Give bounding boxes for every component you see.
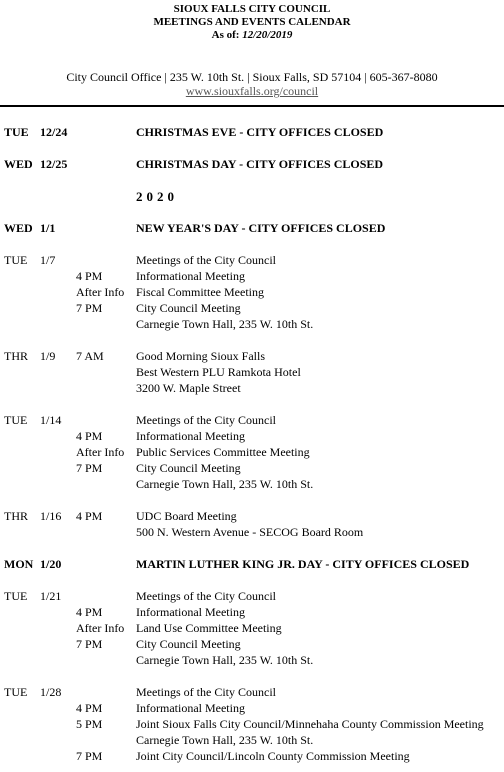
entry-day: THR xyxy=(4,349,28,363)
entry-time: 4 PM xyxy=(76,605,103,619)
entry-time: After Info xyxy=(76,285,125,299)
entry-day: TUE xyxy=(4,685,28,699)
entry-description: Land Use Committee Meeting xyxy=(136,621,282,635)
entry-time: 7 PM xyxy=(76,301,103,315)
entry-description: Carnegie Town Hall, 235 W. 10th St. xyxy=(136,733,314,747)
entry-day: THR xyxy=(4,509,28,523)
entry-description: Carnegie Town Hall, 235 W. 10th St. xyxy=(136,653,314,667)
as-of-date: 12/20/2019 xyxy=(242,29,293,41)
entry-description: City Council Meeting xyxy=(136,637,241,651)
entry-time: 4 PM xyxy=(76,701,103,715)
entry-time: 7 PM xyxy=(76,749,103,763)
entry-time: 7 AM xyxy=(76,349,104,363)
closure-notice: CHRISTMAS EVE - CITY OFFICES CLOSED xyxy=(136,125,384,139)
entry-description: Informational Meeting xyxy=(136,429,245,443)
entry-description: Public Services Committee Meeting xyxy=(136,445,310,459)
entry-date: 12/24 xyxy=(40,125,68,139)
entry-time: 4 PM xyxy=(76,429,103,443)
entry-date: 1/21 xyxy=(40,589,62,603)
entry-date: 12/25 xyxy=(40,157,68,171)
document-header xyxy=(0,3,504,98)
closure-notice: MARTIN LUTHER KING JR. DAY - CITY OFFICES CLOSED xyxy=(136,557,470,571)
entry-description: 3200 W. Maple Street xyxy=(136,381,241,395)
entry-date: 1/9 xyxy=(40,349,56,363)
entry-date: 1/14 xyxy=(40,413,62,427)
entry-date: 1/28 xyxy=(40,685,62,699)
entry-description: Meetings of the City Council xyxy=(136,685,276,699)
entry-day: WED xyxy=(4,221,33,235)
entry-date: 1/7 xyxy=(40,253,56,267)
closure-notice: CHRISTMAS DAY - CITY OFFICES CLOSED xyxy=(136,157,384,171)
entry-description: 500 N. Western Avenue - SECOG Board Room xyxy=(136,525,364,539)
entry-description: Informational Meeting xyxy=(136,605,245,619)
calendar-title: MEETINGS AND EVENTS CALENDAR xyxy=(153,16,351,28)
entry-description: Informational Meeting xyxy=(136,269,245,283)
entry-day: MON xyxy=(4,557,34,571)
entry-time: 7 PM xyxy=(76,637,103,651)
entry-description: Good Morning Sioux Falls xyxy=(136,349,266,363)
entry-description: City Council Meeting xyxy=(136,301,241,315)
entry-day: TUE xyxy=(4,253,28,267)
entry-description: Meetings of the City Council xyxy=(136,253,276,267)
as-of-line xyxy=(0,29,504,42)
entry-description: Carnegie Town Hall, 235 W. 10th St. xyxy=(136,317,314,331)
entry-time: 5 PM xyxy=(76,717,103,731)
org-title: SIOUX FALLS CITY COUNCIL xyxy=(173,3,331,15)
header-divider xyxy=(0,105,504,107)
entry-time: After Info xyxy=(76,445,125,459)
entry-time: 4 PM xyxy=(76,269,103,283)
entry-description: Best Western PLU Ramkota Hotel xyxy=(136,365,301,379)
entry-description: UDC Board Meeting xyxy=(136,509,237,523)
entry-day: TUE xyxy=(4,125,29,139)
entry-description: Meetings of the City Council xyxy=(136,589,276,603)
entry-day: TUE xyxy=(4,413,28,427)
entry-date: 1/20 xyxy=(40,557,62,571)
entry-day: TUE xyxy=(4,589,28,603)
entry-description: Meetings of the City Council xyxy=(136,413,276,427)
as-of-label: As of: xyxy=(211,29,240,41)
year-heading: 2020 xyxy=(136,189,178,204)
closure-notice: NEW YEAR'S DAY - CITY OFFICES CLOSED xyxy=(136,221,386,235)
entry-description: Joint City Council/Lincoln County Commission Meeting xyxy=(136,749,410,763)
entry-day: WED xyxy=(4,157,33,171)
entry-description: Informational Meeting xyxy=(136,701,245,715)
entry-time: After Info xyxy=(76,621,125,635)
contact-line: City Council Office | 235 W. 10th St. | Sioux Falls, SD 57104 | 605-367-8080 xyxy=(66,70,438,84)
entry-description: City Council Meeting xyxy=(136,461,241,475)
entry-description: Fiscal Committee Meeting xyxy=(136,285,264,299)
website-link[interactable]: www.siouxfalls.org/council xyxy=(185,84,319,98)
entry-date: 1/16 xyxy=(40,509,62,523)
entry-description: Joint Sioux Falls City Council/Minnehaha County Commission Meeting xyxy=(136,717,484,731)
entry-description: Carnegie Town Hall, 235 W. 10th St. xyxy=(136,477,314,491)
entry-date: 1/1 xyxy=(40,221,56,235)
entry-time: 4 PM xyxy=(76,509,103,523)
entry-time: 7 PM xyxy=(76,461,103,475)
